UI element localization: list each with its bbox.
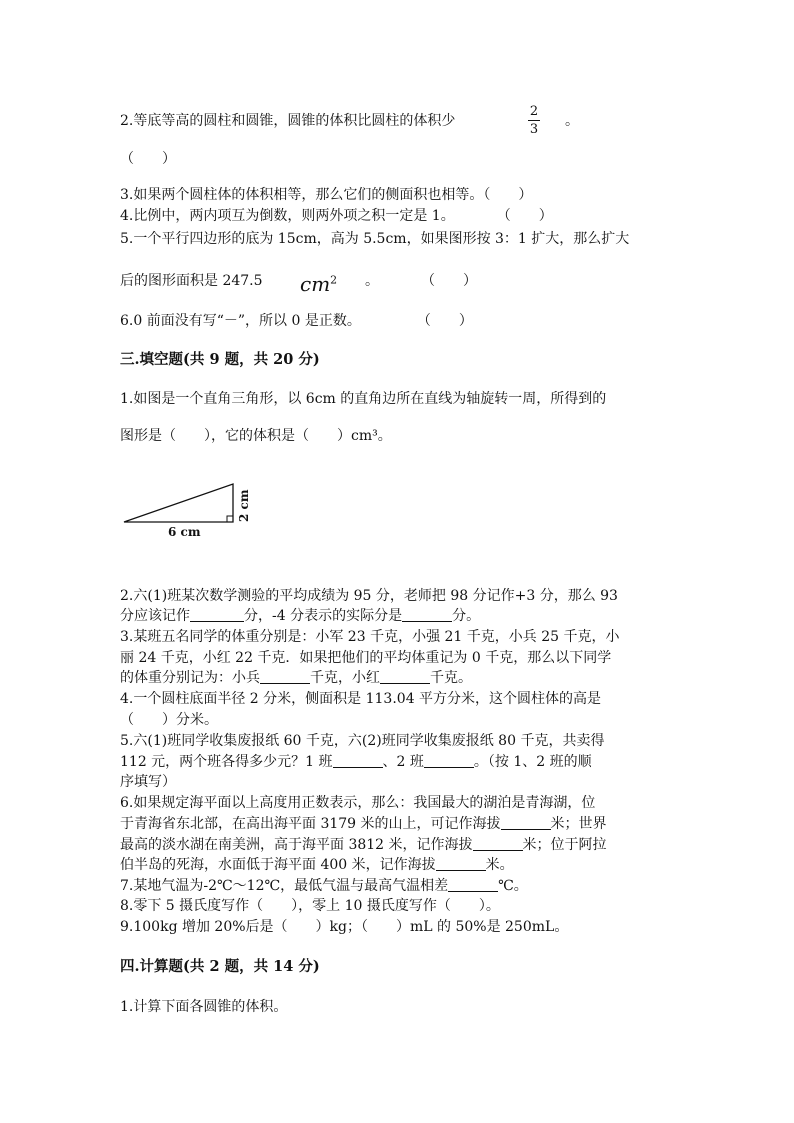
fill-q3-line2: 丽 24 千克，小红 22 千克．如果把他们的平均体重记为 0 千克，那么以下同学 <box>120 650 612 666</box>
fill-q2-line1: 2.六(1)班某次数学测验的平均成绩为 95 分，老师把 98 分记作+3 分，那么 93 <box>120 588 618 604</box>
fill-q3-b: 千克，小红 <box>310 670 380 686</box>
fill-q6-3b: 米；位于阿拉 <box>522 837 607 853</box>
right-triangle-figure <box>120 478 256 542</box>
fill-q4-line1: 4.一个圆柱底面半径 2 分米，侧面积是 113.04 平方分米，这个圆柱体的高是 <box>120 691 602 707</box>
judge-q2-tail: 。 <box>565 113 579 129</box>
fill-q1-line1: 1.如图是一个直角三角形，以 6cm 的直角边所在直线为轴旋转一周，所得到的 <box>120 391 607 407</box>
calc-q1: 1.计算下面各圆锥的体积。 <box>120 999 288 1015</box>
fill-q5-line3: 序填写） <box>120 774 176 790</box>
fill-q6-2b: 米；世界 <box>550 816 607 832</box>
fill-q7-b: ℃。 <box>498 878 528 894</box>
answer-blank[interactable] <box>473 836 523 851</box>
section3-heading: 三.填空题(共 9 题，共 20 分) <box>120 351 320 368</box>
fill-q5-line2 <box>120 753 592 771</box>
fill-q3-line3 <box>120 669 472 687</box>
fill-q5-a: 112 元，两个班各得多少元？1 班 <box>120 754 333 770</box>
fill-q6-line4 <box>120 856 514 874</box>
right-angle-mark <box>227 516 233 522</box>
fill-q2-line2 <box>120 607 480 625</box>
fraction-numerator: 2 <box>529 104 539 119</box>
fill-q6-line2 <box>120 815 607 833</box>
height-label: 2 cm <box>237 489 251 522</box>
answer-blank[interactable] <box>380 669 430 684</box>
fill-q3-line1: 3.某班五名同学的体重分别是：小军 23 千克，小强 21 千克，小兵 25 千克，小 <box>120 629 620 645</box>
fill-q6-line3 <box>120 836 607 854</box>
judge-q5-tail: 。 （ ） <box>365 273 477 289</box>
section4-heading: 四.计算题(共 2 题，共 14 分) <box>120 958 320 975</box>
judge-q3: 3.如果两个圆柱体的体积相等，那么它们的侧面积也相等。（ ） <box>120 187 533 203</box>
answer-blank[interactable] <box>333 753 383 768</box>
judge-q4: 4.比例中，两内项互为倒数，则两外项之积一定是 1。 （ ） <box>120 208 553 224</box>
fill-q6-line1: 6.如果规定海平面以上高度用正数表示，那么：我国最大的湖泊是青海湖，位 <box>120 795 596 811</box>
fill-q9: 9.100kg 增加 20%后是（ ）kg；（ ）mL 的 50%是 250mL。 <box>120 919 569 935</box>
fill-q5-line1: 5.六(1)班同学收集废报纸 60 千克，六(2)班同学收集废报纸 80 千克，共卖得 <box>120 733 605 749</box>
fill-q6-3a: 最高的淡水湖在南美洲，高于海平面 3812 米，记作海拔 <box>120 837 473 853</box>
fill-q6-4b: 米。 <box>485 857 514 873</box>
fill-q4-line2: （ ）分米。 <box>120 712 218 728</box>
judge-q2-text: 2.等底等高的圆柱和圆锥，圆锥的体积比圆柱的体积少 <box>120 113 456 129</box>
fill-q1-line2: 图形是（ ），它的体积是（ ）cm³。 <box>120 428 392 444</box>
answer-blank[interactable] <box>190 607 244 622</box>
fill-q2-c: 分。 <box>452 608 481 624</box>
judge-q5-unit <box>300 272 337 296</box>
answer-blank[interactable] <box>424 753 474 768</box>
fill-q2-a: 分应该记作 <box>120 608 190 624</box>
fill-q7 <box>120 877 528 895</box>
fill-q5-c: 。（按 1、2 班的顺 <box>473 754 592 770</box>
judge-q6: 6.0 前面没有写“－”，所以 0 是正数。 （ ） <box>120 313 473 329</box>
judge-q2 <box>120 112 455 130</box>
fill-q5-b: 、2 班 <box>382 754 424 770</box>
fill-q8: 8.零下 5 摄氏度写作（ ），零上 10 摄氏度写作（ ）。 <box>120 898 500 914</box>
unit-exp: 2 <box>330 273 338 287</box>
fill-q6-4a: 伯半岛的死海，水面低于海平面 400 米，记作海拔 <box>120 857 436 873</box>
judge-q5-line1: 5.一个平行四边形的底为 15cm，高为 5.5cm，如果图形按 3：1 扩大，那么扩大 <box>120 231 630 247</box>
fraction-two-thirds <box>527 104 541 137</box>
fill-q2-b: 分，-4 分表示的实际分是 <box>244 608 403 624</box>
fill-q7-a: 7.某地气温为-2℃～12℃，最低气温与最高气温相差 <box>120 878 449 894</box>
answer-blank[interactable] <box>402 607 452 622</box>
base-label: 6 cm <box>168 525 201 539</box>
answer-blank[interactable] <box>436 856 486 871</box>
answer-blank[interactable] <box>501 815 551 830</box>
judge-q5-line2: 后的图形面积是 247.5 <box>120 273 263 289</box>
fraction-denominator: 3 <box>529 122 539 137</box>
answer-blank[interactable] <box>260 669 310 684</box>
unit-cm: cm <box>300 272 331 296</box>
fill-q3-a: 的体重分别记为：小兵 <box>120 670 260 686</box>
fill-q3-c: 千克。 <box>430 670 472 686</box>
triangle-shape <box>124 484 233 522</box>
judge-q2-paren[interactable]: （ ） <box>120 151 176 167</box>
answer-blank[interactable] <box>448 877 498 892</box>
fill-q6-2a: 于青海省东北部，在高出海平面 3179 米的山上，可记作海拔 <box>120 816 501 832</box>
